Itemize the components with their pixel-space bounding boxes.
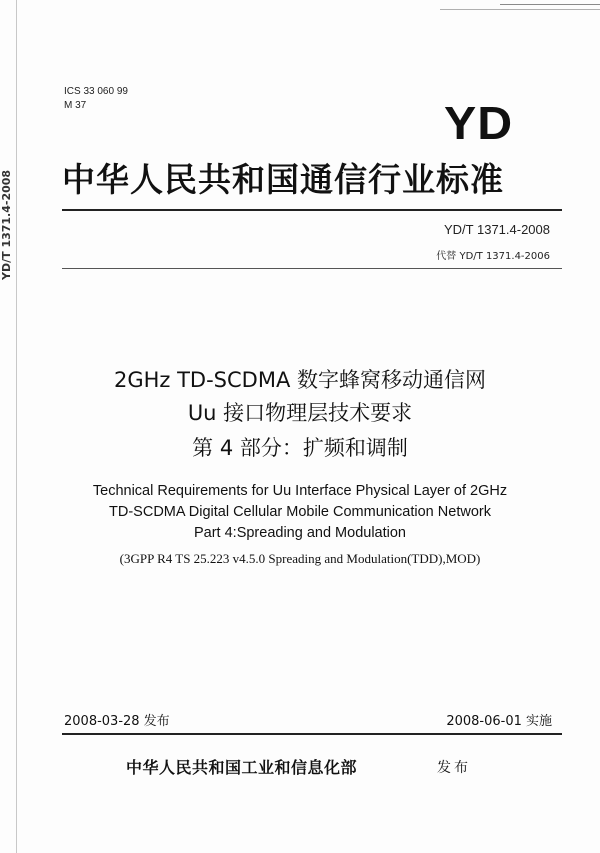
cn-title-line-2: Uu 接口物理层技术要求	[187, 401, 413, 425]
issue-date: 2008-03-28 发布	[64, 714, 170, 729]
standard-title: 中华人民共和国通信行业标准	[62, 160, 504, 199]
scan-edge-line-2	[440, 9, 600, 10]
category-code: M 37	[64, 100, 87, 111]
cn-title-line-1: 2GHz TD-SCDMA 数字蜂窝移动通信网	[113, 368, 487, 392]
en-title-line-1: Technical Requirements for Uu Interface Physical Layer of 2GHz	[92, 483, 508, 499]
reference-spec: (3GPP R4 TS 25.223 v4.5.0 Spreading and Modulation(TDD),MOD)	[119, 551, 481, 566]
publisher: 中华人民共和国工业和信息化部	[126, 758, 358, 777]
edge-standard-number: YD/T 1371.4-2008	[0, 169, 13, 280]
number-divider	[62, 268, 562, 269]
en-title-line-2: TD-SCDMA Digital Cellular Mobile Communication Network	[109, 504, 491, 520]
en-title-line-3: Part 4:Spreading and Modulation	[193, 525, 406, 541]
cn-title-line-3: 第 4 部分：扩频和调制	[192, 436, 408, 460]
yd-logo: YD	[444, 97, 514, 149]
replaces-note: 代替 YD/T 1371.4-2006	[436, 251, 550, 262]
footer-divider	[62, 733, 562, 735]
ics-code: ICS 33 060 99	[64, 86, 128, 97]
publish-verb: 发布	[437, 760, 471, 776]
effective-date: 2008-06-01 实施	[446, 714, 552, 729]
standard-number: YD/T 1371.4-2008	[444, 222, 550, 237]
classification-block	[64, 85, 128, 113]
title-divider	[62, 209, 562, 211]
scan-edge-line	[500, 4, 600, 5]
